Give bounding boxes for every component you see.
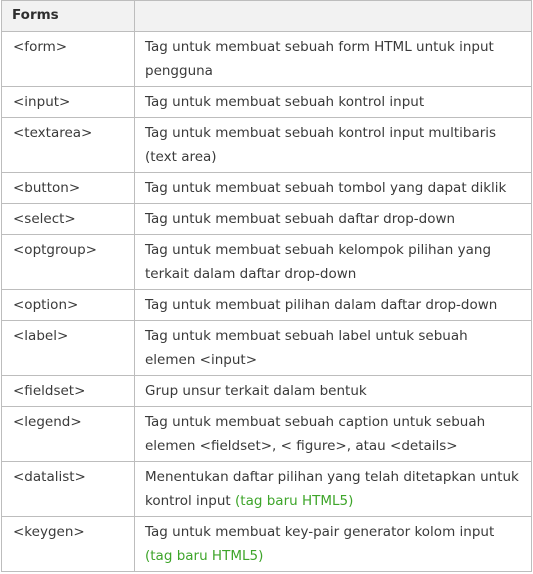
table-row xyxy=(2,321,532,376)
tag-cell: <keygen> xyxy=(2,517,135,572)
description-cell xyxy=(135,407,532,462)
tag-cell: <select> xyxy=(2,204,135,235)
description-text: Tag untuk membuat sebuah kontrol input multibaris (text area) xyxy=(145,125,497,165)
table-row xyxy=(2,173,532,204)
tag-cell: <datalist> xyxy=(2,462,135,517)
description-text: Tag untuk membuat pilihan dalam daftar drop-down xyxy=(145,297,498,313)
tag-cell: <textarea> xyxy=(2,118,135,173)
description-text: Tag untuk membuat sebuah form HTML untuk input pengguna xyxy=(145,39,494,79)
table-row xyxy=(2,87,532,118)
forms-table xyxy=(1,0,532,572)
description-text: Grup unsur terkait dalam bentuk xyxy=(145,383,367,399)
description-cell xyxy=(135,517,532,572)
table-row xyxy=(2,118,532,173)
description-cell xyxy=(135,376,532,407)
description-text: Tag untuk membuat sebuah caption untuk sebuah elemen <fieldset>, < figure>, atau <details> xyxy=(145,414,486,454)
table-row xyxy=(2,517,532,572)
description-text: Tag untuk membuat sebuah label untuk sebuah elemen <input> xyxy=(145,328,468,368)
description-text: Tag untuk membuat sebuah kelompok pilihan yang terkait dalam daftar drop-down xyxy=(145,242,492,282)
table-row xyxy=(2,32,532,87)
table-row xyxy=(2,290,532,321)
table-header-empty xyxy=(135,1,532,32)
tag-cell: <option> xyxy=(2,290,135,321)
tag-cell: <input> xyxy=(2,87,135,118)
description-cell xyxy=(135,462,532,517)
html5-new-tag-note: (tag baru HTML5) xyxy=(145,548,264,564)
table-row xyxy=(2,235,532,290)
tag-cell: <form> xyxy=(2,32,135,87)
description-cell xyxy=(135,173,532,204)
description-cell xyxy=(135,204,532,235)
table-header-row xyxy=(2,1,532,32)
description-cell xyxy=(135,321,532,376)
description-cell xyxy=(135,235,532,290)
table-header: Forms xyxy=(2,1,135,32)
description-cell xyxy=(135,118,532,173)
table-row xyxy=(2,462,532,517)
description-text: Menentukan daftar pilihan yang telah ditetapkan untuk kontrol input xyxy=(145,469,519,509)
description-text: Tag untuk membuat key-pair generator kolom input xyxy=(145,524,495,540)
description-cell xyxy=(135,87,532,118)
description-text: Tag untuk membuat sebuah daftar drop-down xyxy=(145,211,456,227)
description-text: Tag untuk membuat sebuah tombol yang dapat diklik xyxy=(145,180,507,196)
description-cell xyxy=(135,290,532,321)
table-row xyxy=(2,204,532,235)
tag-cell: <label> xyxy=(2,321,135,376)
tag-cell: <button> xyxy=(2,173,135,204)
tag-cell: <fieldset> xyxy=(2,376,135,407)
html5-new-tag-note: (tag baru HTML5) xyxy=(235,493,354,509)
description-text: Tag untuk membuat sebuah kontrol input xyxy=(145,94,425,110)
tag-cell: <legend> xyxy=(2,407,135,462)
table-row xyxy=(2,376,532,407)
description-cell xyxy=(135,32,532,87)
tag-cell: <optgroup> xyxy=(2,235,135,290)
table-row xyxy=(2,407,532,462)
